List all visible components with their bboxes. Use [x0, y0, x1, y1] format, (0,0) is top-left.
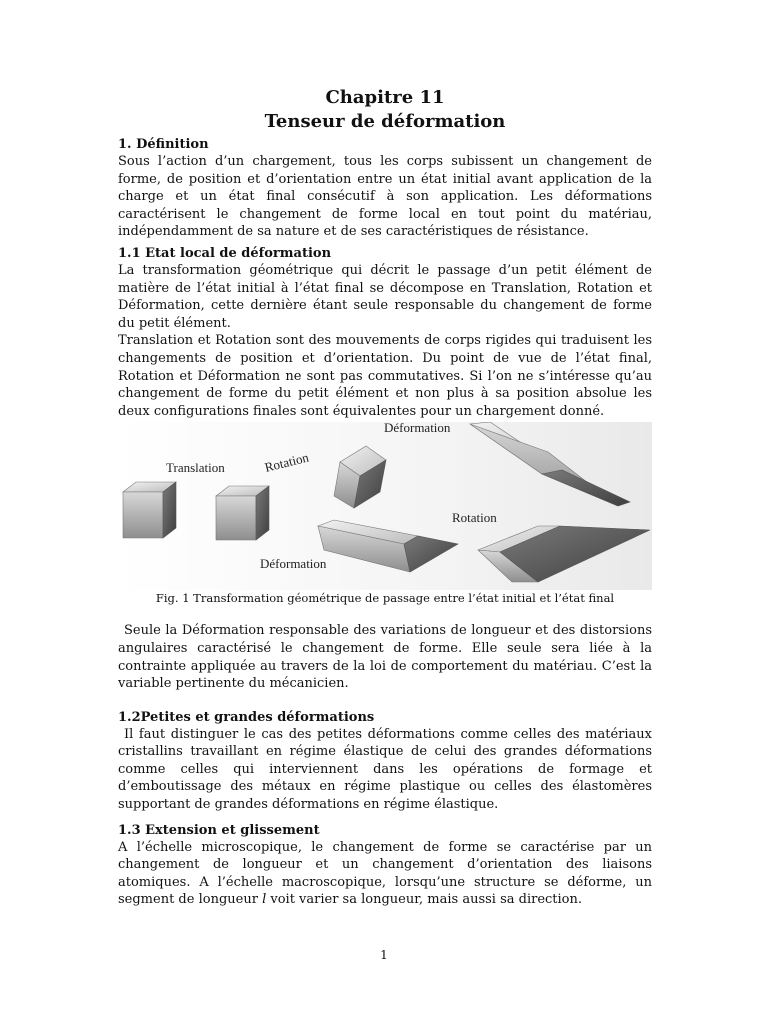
variable-l: l: [262, 892, 267, 908]
section-1-1-heading: 1.1 Etat local de déformation: [118, 245, 332, 261]
section-1-3-text-part-a: A l’échelle microscopique, le changement de forme se caractérise par un changement de longueur et un changement d’orientation des liaisons atomiques. A l’échelle macroscopique, lorsqu’une structure se déforme, un segment de longueur: [118, 839, 652, 908]
label-rotation-top: Rotation: [263, 449, 311, 476]
label-deformation-top: Déformation: [384, 422, 451, 436]
section-1-1-paragraph-1: La transformation géométrique qui décrit le passage d’un petit élément de matière de l’état initial à l’état final se décompose en Translation, Rotation et Déformation, cette dernière étant seule responsable du changement de forme du petit élément.: [118, 262, 652, 331]
figure-transformation: [118, 422, 652, 590]
document-page: [118, 86, 652, 909]
figure-caption: Fig. 1 Transformation géométrique de passage entre l’état initial et l’état final: [155, 591, 615, 606]
label-rotation-bottom: Rotation: [452, 510, 497, 526]
section-1-1-paragraph-2: Translation et Rotation sont des mouvements de corps rigides qui traduisent les changements de position et d’orientation. Du point de vue de l’état final, Rotation et Déformation ne sont pas commutatives. Si l’on ne s’intéresse qu’au changement de forme du petit élément et non plus à sa position absolue les deux configurations finales sont équivalentes pour un chargement donné.: [118, 333, 652, 419]
section-1-3-text: [118, 839, 652, 909]
section-1-heading: 1. Définition: [118, 137, 209, 152]
section-1-2-heading: 1.2Petites et grandes déformations: [118, 709, 375, 725]
label-deformation-bottom: Déformation: [260, 556, 327, 572]
label-translation: Translation: [166, 460, 225, 476]
figure-illustration: [118, 422, 652, 590]
page-number: 1: [380, 948, 388, 962]
section-1-2-text: Il faut distinguer le cas des petites déformations comme celles des matériaux cristallins travaillant en régime élastique de celui des grandes déformations comme celles qui interviennent dans les opérations de formage et d’emboutissage des métaux en régime plastique ou celles des élastomères supportant de grandes déformations en régime élastique.: [118, 726, 652, 813]
chapter-number: Chapitre 11: [325, 87, 445, 108]
cube-initial: [123, 482, 176, 538]
section-1-3-text-part-b: voit varier sa longueur, mais aussi sa direction.: [266, 892, 583, 908]
section-1-text: Sous l’action d’un chargement, tous les corps subissent un changement de forme, de position et d’orientation entre un état initial avant application de la charge et un état final consécutif à son application. Les déformations caractérisent le changement de forme local en tout point du matériau, indépendamment de sa nature et de ses caractéristiques de résistance.: [118, 154, 652, 240]
post-figure-paragraph: Seule la Déformation responsable des variations de longueur et des distorsions angulaires caractérisé le changement de forme. Elle seule sera liée à la contrainte appliquée au travers de la loi de comportement du matériau. C’est la variable pertinente du mécanicien.: [118, 623, 652, 692]
cube-translated: [216, 486, 269, 540]
chapter-title: Tenseur de déformation: [264, 111, 506, 132]
section-1-3-heading: 1.3 Extension et glissement: [118, 822, 320, 838]
